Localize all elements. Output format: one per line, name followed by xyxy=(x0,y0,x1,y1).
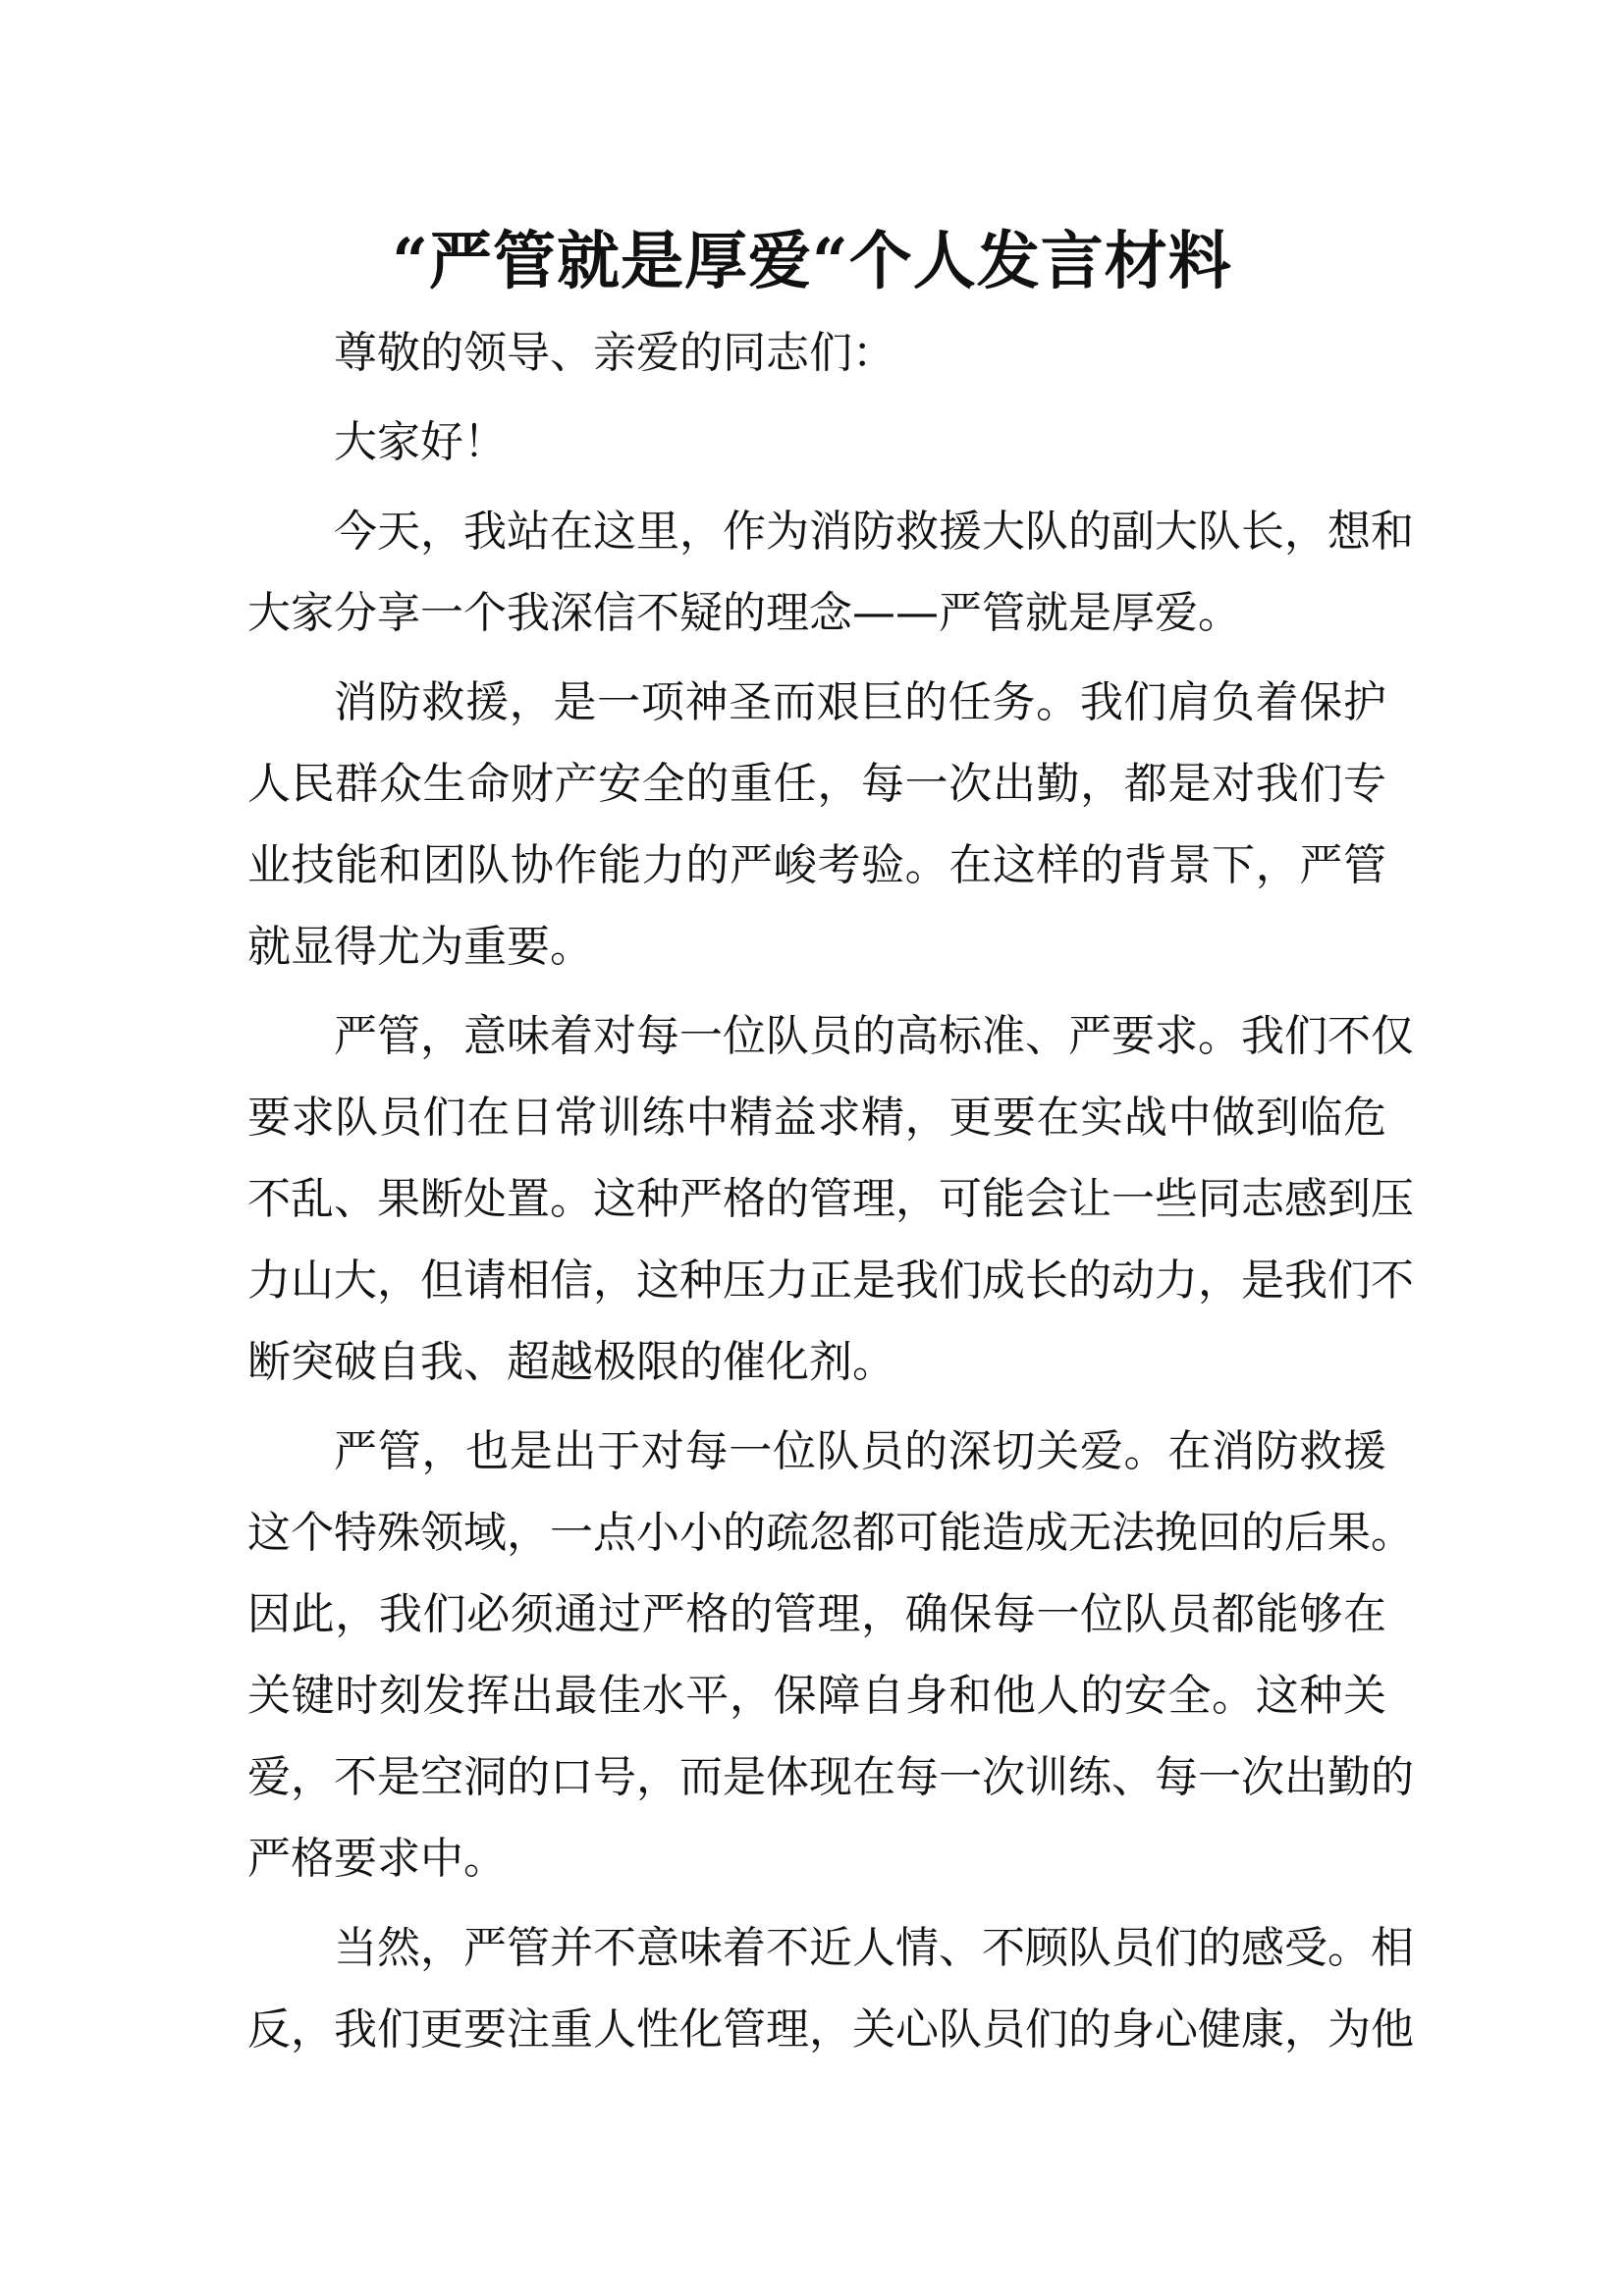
paragraph xyxy=(247,401,1386,483)
paragraph-line: 爱，不是空洞的口号，而是体现在每一次训练、每一次出勤的 xyxy=(247,1752,1414,1802)
paragraph xyxy=(247,1411,1414,1899)
paragraph-line: 关键时刻发挥出最佳水平，保障自身和他人的安全。这种关 xyxy=(247,1671,1386,1721)
paragraph-line: 尊敬的领导、亲爱的同志们： xyxy=(334,328,895,378)
paragraph-line: 要求队员们在日常训练中精益求精，更要在实战中做到临危 xyxy=(247,1093,1386,1143)
paragraph-line: 严格要求中。 xyxy=(247,1834,507,1884)
document-body xyxy=(247,312,1414,2078)
paragraph xyxy=(247,662,1386,988)
document-title: “严管就是厚爱“个人发言材料 xyxy=(392,225,1232,298)
paragraph-line: 大家分享一个我深信不疑的理念——严管就是厚爱。 xyxy=(247,588,1241,638)
paragraph xyxy=(247,491,1414,654)
paragraph-line: 力山大，但请相信，这种压力正是我们成长的动力，是我们不 xyxy=(247,1255,1414,1306)
paragraph xyxy=(247,1907,1414,2070)
paragraph-line: 反，我们更要注重人性化管理，关心队员们的身心健康，为他 xyxy=(247,2004,1414,2055)
paragraph-line: 断突破自我、超越极限的催化剂。 xyxy=(247,1337,895,1387)
paragraph-line: 大家好！ xyxy=(334,417,507,467)
paragraph-line: 就显得尤为重要。 xyxy=(247,922,593,972)
paragraph-line: 严管，意味着对每一位队员的高标准、严要求。我们不仅 xyxy=(334,1011,1414,1061)
paragraph-line: 业技能和团队协作能力的严峻考验。在这样的背景下，严管 xyxy=(247,840,1386,890)
paragraph-line: 今天，我站在这里，作为消防救援大队的副大队长，想和 xyxy=(334,507,1414,557)
paragraph-line: 当然，严管并不意味着不近人情、不顾队员们的感受。相 xyxy=(334,1923,1414,1973)
paragraph-line: 不乱、果断处置。这种严格的管理，可能会让一些同志感到压 xyxy=(247,1174,1414,1224)
paragraph-line: 因此，我们必须通过严格的管理，确保每一位队员都能够在 xyxy=(247,1589,1386,1639)
paragraph-line: 消防救援，是一项神圣而艰巨的任务。我们肩负着保护 xyxy=(334,677,1386,727)
paragraph-line: 人民群众生命财产安全的重任，每一次出勤，都是对我们专 xyxy=(247,759,1386,809)
paragraph-line: 这个特殊领域，一点小小的疏忽都可能造成无法挽回的后果。 xyxy=(247,1508,1414,1558)
paragraph xyxy=(247,995,1414,1403)
paragraph-line: 严管，也是出于对每一位队员的深切关爱。在消防救援 xyxy=(334,1426,1386,1476)
paragraph xyxy=(247,312,1386,394)
